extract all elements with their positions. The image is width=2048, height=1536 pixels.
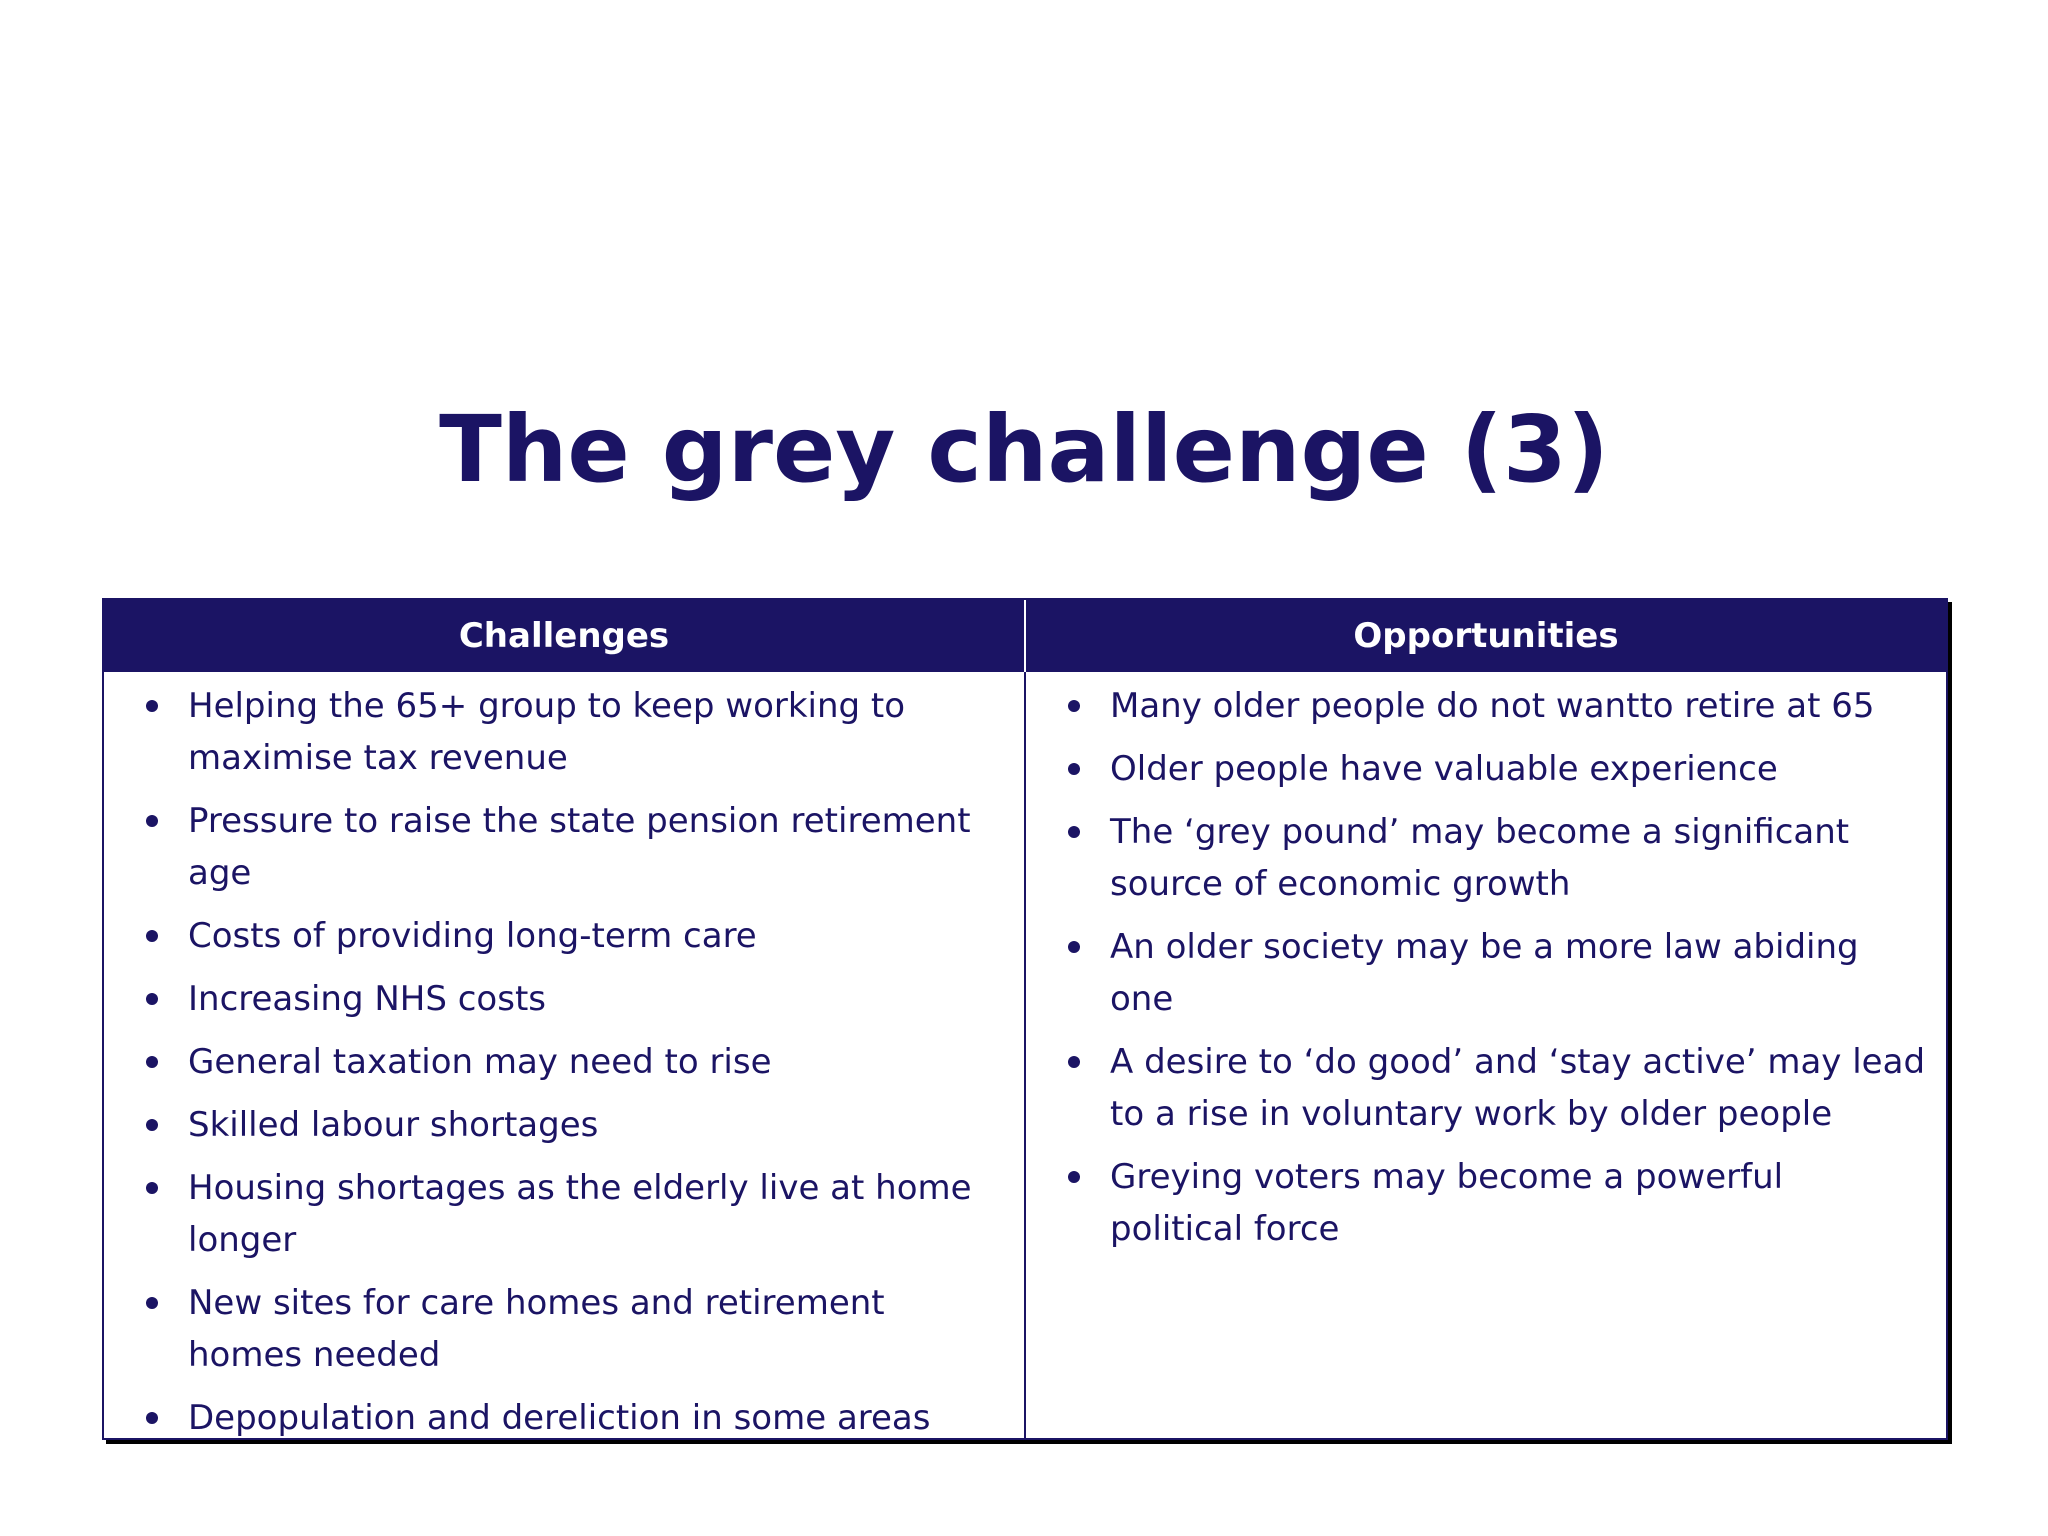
bullet-icon	[1068, 826, 1080, 838]
bullet-icon	[1068, 1056, 1080, 1068]
bullet-icon	[1068, 941, 1080, 953]
bullet-icon	[1068, 763, 1080, 775]
challenge-item	[188, 795, 1004, 899]
bullet-icon	[146, 993, 158, 1005]
challenge-text: Increasing NHS costs	[188, 979, 546, 1019]
opportunity-item	[1110, 806, 1926, 910]
opportunity-text: An older society may be a more law abiding one	[1110, 927, 1859, 1019]
opportunities-column	[1024, 672, 1946, 1438]
opportunity-text: Many older people do not wantto retire at 65	[1110, 686, 1875, 726]
challenge-item	[188, 680, 1004, 784]
opportunity-text: The ‘grey pound’ may become a significant source of economic growth	[1110, 812, 1850, 904]
bullet-icon	[146, 1412, 158, 1424]
table-header-row	[104, 600, 1946, 672]
opportunity-text: A desire to ‘do good’ and ‘stay active’ may lead to a rise in voluntary work by older people	[1110, 1042, 1926, 1134]
opportunity-text: Older people have valuable experience	[1110, 749, 1778, 789]
challenge-text: Helping the 65+ group to keep working to maximise tax revenue	[188, 686, 906, 778]
challenge-text: Pressure to raise the state pension retirement age	[188, 801, 971, 893]
bullet-icon	[146, 815, 158, 827]
challenge-text: New sites for care homes and retirement homes needed	[188, 1283, 885, 1375]
challenge-text: General taxation may need to rise	[188, 1042, 772, 1082]
opportunity-item	[1110, 1151, 1926, 1255]
bullet-icon	[146, 1119, 158, 1131]
bullet-icon	[146, 1056, 158, 1068]
opportunity-item	[1110, 921, 1926, 1025]
comparison-table	[102, 598, 1948, 1440]
bullet-icon	[146, 700, 158, 712]
challenge-item	[188, 910, 1004, 962]
challenge-text: Costs of providing long-term care	[188, 916, 757, 956]
challenge-item	[188, 1036, 1004, 1088]
opportunity-text: Greying voters may become a powerful political force	[1110, 1157, 1784, 1249]
bullet-icon	[1068, 1171, 1080, 1183]
header-opportunities: Opportunities	[1024, 600, 1946, 672]
challenge-item	[188, 1392, 1004, 1444]
challenge-text: Skilled labour shortages	[188, 1105, 599, 1145]
slide-title: The grey challenge (3)	[439, 396, 1609, 503]
bullet-icon	[146, 930, 158, 942]
challenges-list	[188, 680, 1004, 1444]
header-challenges: Challenges	[458, 616, 670, 656]
bullet-icon	[146, 1297, 158, 1309]
opportunity-item	[1110, 743, 1926, 795]
challenge-item	[188, 1099, 1004, 1151]
bullet-icon	[1068, 700, 1080, 712]
table-body-row	[104, 672, 1946, 1438]
opportunity-item	[1110, 680, 1926, 732]
challenges-column	[104, 672, 1024, 1438]
opportunity-item	[1110, 1036, 1926, 1140]
challenge-text: Housing shortages as the elderly live at home longer	[188, 1168, 972, 1260]
opportunities-list	[1110, 680, 1926, 1255]
challenge-item	[188, 973, 1004, 1025]
challenge-text: Depopulation and dereliction in some areas	[188, 1398, 931, 1438]
challenge-item	[188, 1162, 1004, 1266]
bullet-icon	[146, 1182, 158, 1194]
challenge-item	[188, 1277, 1004, 1381]
